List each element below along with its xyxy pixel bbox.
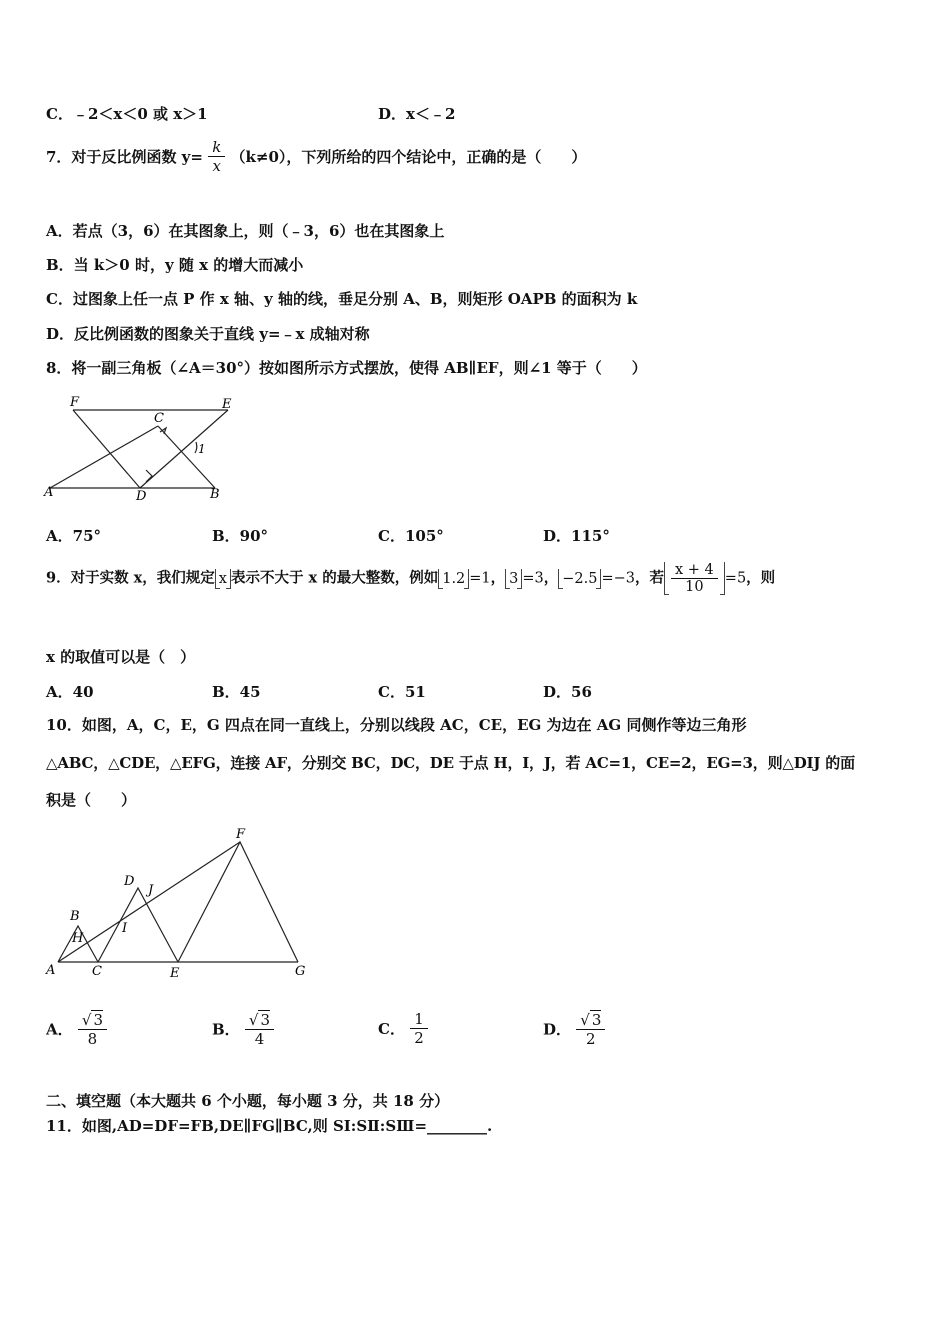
q9-ex2-res: =3 [522, 570, 544, 587]
q10-option-c-frac [410, 1010, 428, 1047]
q8-stem: 8．将一副三角板（∠A＝30°）按如图所示方式摆放，使得 AB∥EF，则∠1 等于（ ） [46, 359, 647, 377]
q9-ex3-val: −2.5 [558, 569, 601, 589]
q9-ex2-val: 3 [505, 569, 522, 589]
q10-line3: 积是（ ） [46, 791, 137, 809]
q8-label-a: A [44, 485, 54, 500]
q9-sep1: ， [490, 569, 506, 587]
q9-stem-mid2: ，若 [635, 569, 665, 587]
q9-stem-start: 9．对于实数 x，我们规定 [46, 569, 215, 587]
q10-option-b-frac [245, 1010, 274, 1048]
q8-label-f: F [70, 395, 80, 410]
q9-option-d: D．56 [543, 683, 592, 701]
q9-sep2: ， [543, 569, 559, 587]
q8-label-d: D [136, 489, 147, 504]
q9-ex3-res: =−3 [601, 570, 636, 587]
q9-frac-den: 10 [671, 578, 718, 595]
q9-option-b: B．45 [212, 683, 261, 701]
q10-option-d-den: 2 [576, 1029, 605, 1048]
q10-label-h: H [72, 931, 84, 946]
q7-frac-den: x [208, 156, 225, 175]
q7-option-c: C．过图象上任一点 P 作 x 轴、y 轴的线，垂足分别 A、B，则矩形 OAPB 的面积为 k [46, 290, 638, 308]
q10-option-b-num: 3 [260, 1011, 271, 1029]
q9-stem-end: ，则 [746, 569, 776, 587]
q9-stem [46, 562, 775, 595]
q9-stem-mid1: 表示不大于 x 的最大整数，例如 [230, 569, 439, 587]
q10-line1: 10．如图，A，C，E，G 四点在同一直线上，分别以线段 AC，CE，EG 为边在 AG 同侧作等边三角形 [46, 716, 747, 734]
q7-option-d: D．反比例函数的图象关于直线 y=﹣x 成轴对称 [46, 325, 370, 343]
q7-frac-num: k [212, 138, 222, 156]
q10-option-a-frac [78, 1010, 107, 1048]
q8-label-c: C [154, 411, 164, 426]
q7-stem-after: （k≠0），下列所给的四个结论中，正确的是（ ） [230, 148, 587, 166]
q10-option-c-num: 1 [414, 1010, 424, 1028]
q7-stem [46, 138, 586, 175]
q10-option-c [378, 1010, 428, 1047]
q7-fraction [208, 138, 225, 175]
q8-option-c: C．105° [378, 527, 444, 545]
q10-option-a-den: 8 [78, 1029, 107, 1048]
q10-label-b: B [70, 909, 80, 924]
q10-label-d: D [124, 874, 135, 889]
q8-option-b: B．90° [212, 527, 269, 545]
q10-option-b-radical: √ [248, 1011, 259, 1029]
q10-label-a: A [46, 963, 56, 978]
q9-eq-res: =5 [724, 570, 747, 587]
q10-option-d-label: D． [543, 1020, 572, 1039]
q9-ex1-val: 1.2 [438, 569, 469, 589]
q10-option-d-radical: √ [580, 1011, 590, 1029]
q9-ex1-res: =1 [469, 570, 491, 587]
q10-label-i: I [122, 921, 128, 936]
q8-label-1: 1 [198, 442, 206, 456]
q9-option-c: C．51 [378, 683, 426, 701]
q10-option-c-label: C． [378, 1020, 405, 1038]
q9-option-a: A．40 [46, 683, 94, 701]
q8-label-e: E [222, 397, 232, 412]
q6-option-d: D．x＜﹣2 [378, 105, 456, 123]
q10-option-a-radical: √ [81, 1011, 92, 1029]
q10-option-a [46, 1010, 107, 1048]
q8-label-b: B [210, 487, 220, 502]
section2-heading: 二、填空题（本大题共 6 个小题，每小题 3 分，共 18 分） [46, 1092, 450, 1110]
q10-label-g: G [295, 964, 306, 979]
q10-option-b-label: B． [212, 1020, 240, 1039]
q10-option-a-label: A． [46, 1020, 73, 1039]
q8-option-d: D．115° [543, 527, 610, 545]
q10-option-c-den: 2 [410, 1028, 428, 1047]
q10-label-e: E [170, 966, 180, 981]
q10-figure [40, 824, 315, 989]
q10-option-b-den: 4 [245, 1029, 274, 1048]
q10-option-d [543, 1010, 605, 1048]
q9-fraction [671, 562, 718, 595]
q9-line2: x 的取值可以是（ ） [46, 648, 196, 666]
q10-label-f: F [236, 827, 246, 842]
q9-big-floor [664, 562, 725, 595]
q10-label-c: C [92, 964, 102, 979]
q9-frac-num: x + 4 [675, 562, 714, 578]
q10-option-d-frac [576, 1010, 605, 1048]
q6-option-c: C．﹣2＜x＜0 或 x＞1 [46, 105, 208, 123]
q8-figure [40, 390, 240, 505]
q10-option-d-num: 3 [591, 1011, 602, 1029]
q10-line2: △ABC，△CDE，△EFG，连接 AF，分别交 BC，DC，DE 于点 H，I，J，若 AC=1，CE=2，EG=3，则△DIJ 的面 [46, 754, 855, 772]
q11-stem: 11．如图,AD=DF=FB,DE∥FG∥BC,则 SⅠ:SⅡ:SⅢ=________. [46, 1117, 493, 1135]
q10-label-j: J [148, 883, 154, 898]
q8-option-a: A．75° [46, 527, 102, 545]
q7-option-a: A．若点（3，6）在其图象上，则（﹣3，6）也在其图象上 [46, 222, 445, 240]
q10-option-a-num: 3 [93, 1011, 103, 1029]
q9-floor-x: x [215, 569, 231, 589]
q7-stem-before: 7．对于反比例函数 y= [46, 148, 203, 166]
q7-option-b: B．当 k＞0 时，y 随 x 的增大而减小 [46, 256, 304, 274]
q10-option-b [212, 1010, 274, 1048]
